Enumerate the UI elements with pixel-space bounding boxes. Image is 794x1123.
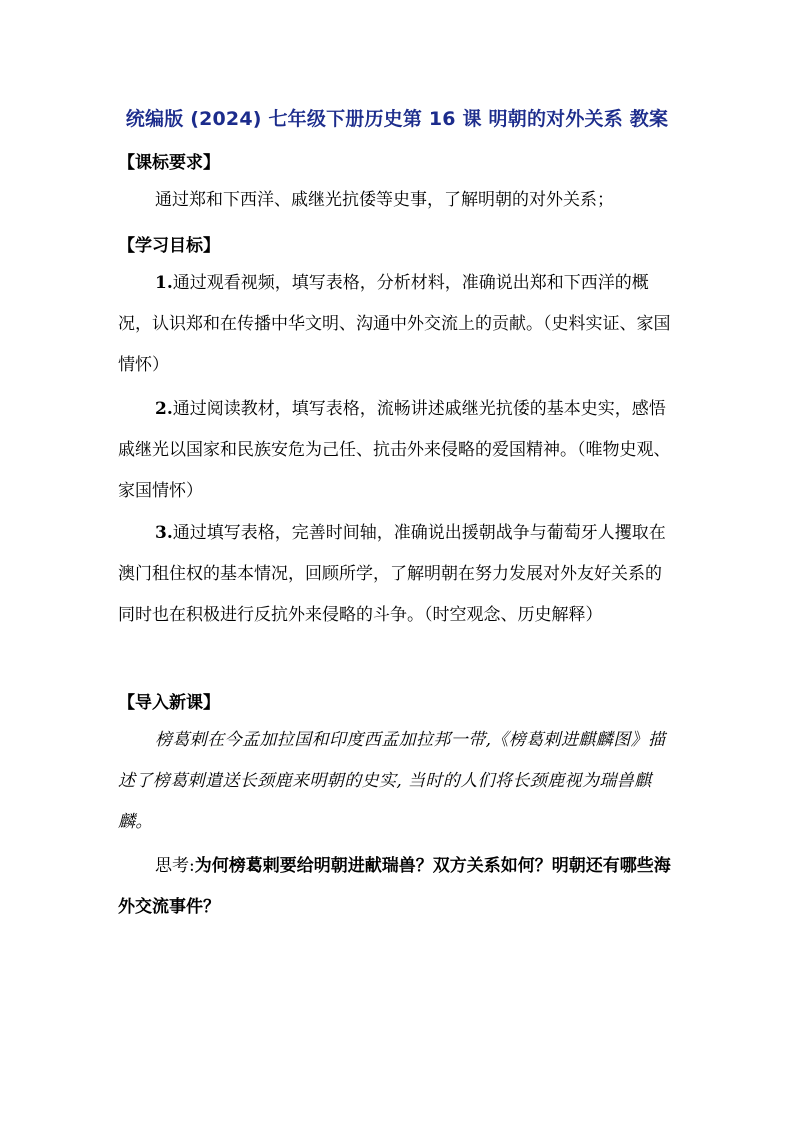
objective-text: 通过观看视频，填写表格，分析材料，准确说出郑和下西洋的概况，认识郑和在传播中华文明、沟通中外交流上的贡献。（史料实证、家国情怀）	[118, 273, 671, 375]
objective-text: 通过阅读教材，填写表格，流畅讲述戚继光抗倭的基本史实，感悟戚继光以国家和民族安危为己任、抗击外来侵略的爱国精神。（唯物史观、家国情怀）	[118, 399, 671, 501]
intro-text: 榜葛剌在今孟加拉国和印度西孟加拉邦一带,《榜葛剌进麒麟图》描述了榜葛剌遣送长颈鹿来明朝的史实, 当时的人们将长颈鹿视为瑞兽麒麟。	[118, 730, 666, 832]
objective-item-3	[118, 513, 678, 636]
objective-text: 通过填写表格，完善时间轴，准确说出援朝战争与葡萄牙人攫取在澳门租住权的基本情况，回顾所学，了解明朝在努力发展对外友好关系的同时也在积极进行反抗外来侵略的斗争。（时空观念、历史解释）	[118, 523, 666, 625]
objective-item-1	[118, 263, 678, 386]
question-label: 思考:	[155, 856, 195, 876]
objective-item-2	[118, 389, 678, 512]
intro-question	[118, 846, 678, 928]
objective-number: 1.	[155, 273, 173, 293]
section-heading-intro: 【导入新课】	[118, 693, 220, 713]
objective-number: 3.	[155, 523, 173, 543]
standard-text: 通过郑和下西洋、戚继光抗倭等史事，了解明朝的对外关系；	[155, 190, 614, 210]
document-title: 统编版 (2024) 七年级下册历史第 16 课 明朝的对外关系 教案	[125, 108, 669, 130]
section-heading-objectives: 【学习目标】	[118, 236, 220, 256]
section-heading-standard: 【课标要求】	[118, 153, 220, 173]
question-text: 为何榜葛剌要给明朝进献瑞兽？双方关系如何？明朝还有哪些海外交流事件？	[118, 856, 671, 917]
objective-number: 2.	[155, 399, 173, 419]
